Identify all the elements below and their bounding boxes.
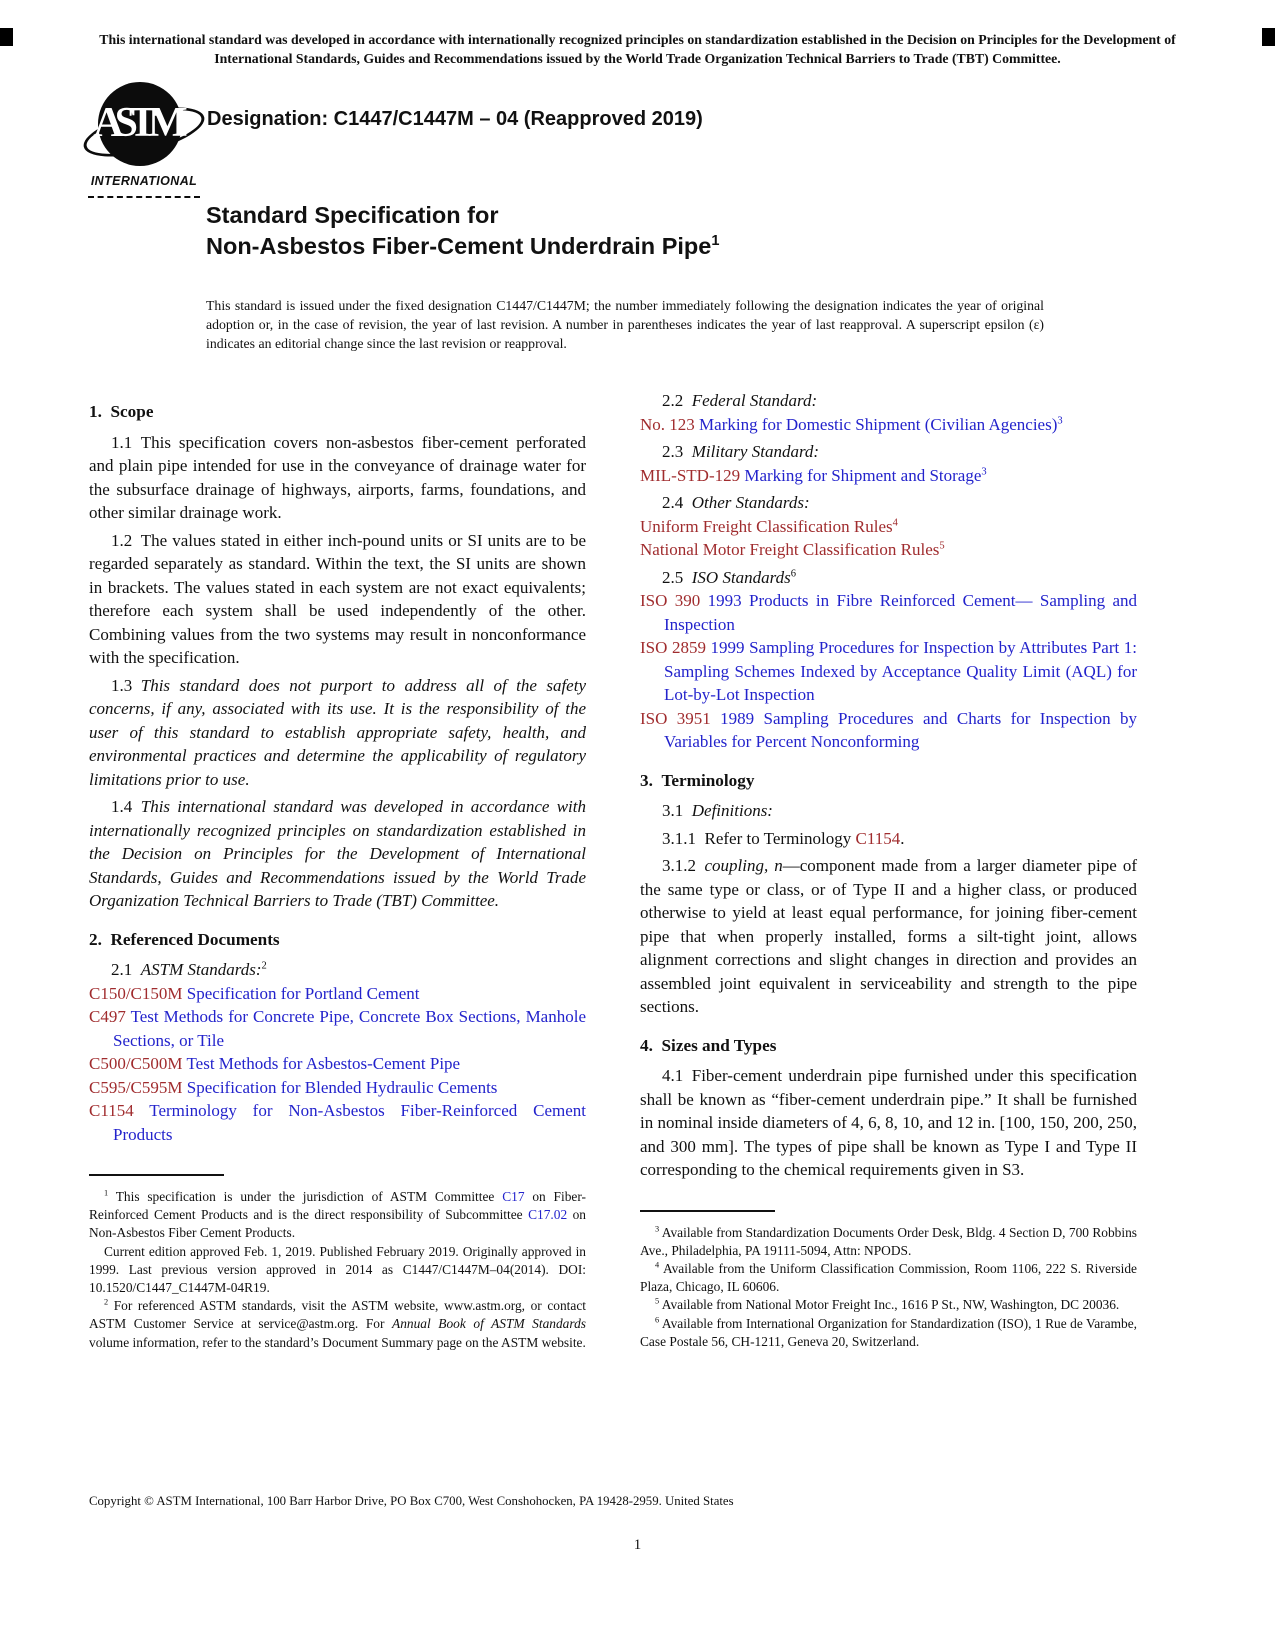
text-segment: 2. Referenced Documents [89,929,280,949]
left-column [89,385,586,1352]
reference-link[interactable]: Test Methods for Asbestos-Cement Pipe [182,1054,461,1073]
text-segment: 5 [655,1296,660,1306]
text-segment: coupling, n [704,856,783,875]
text-segment: 2 [261,960,267,972]
para-1-4 [89,795,586,913]
reference-link[interactable]: Terminology for Non-Asbestos Fiber-Reinforced Cement Products [113,1101,586,1144]
text-segment: Available from the Uniform Classification Commission, Room 1106, 222 S. Riverside Plaza, Chicago, IL 60606. [640,1260,1137,1295]
text-segment: Current edition approved Feb. 1, 2019. Published February 2019. Originally approved in 1999. Last previous version approved in 2014 as C1447/C1447M–04(2014). DOI: 10.1520/C1447_C1447M-04R19. [89,1243,586,1296]
section-4-sizes-types-heading [640,1034,1137,1058]
logo-letters: ASTM [93,100,179,147]
logo-globe-icon [93,82,182,166]
reference-link[interactable]: C1154 [855,828,901,848]
text-segment: For referenced ASTM standards, visit the ASTM website, www.astm.org, or contact ASTM Customer Service at service@astm.org. For [89,1298,586,1332]
para-2-4 [640,491,1137,515]
text-segment: 4. Sizes and Types [640,1035,777,1055]
reference-link[interactable]: 4 [892,516,898,528]
text-segment: . [900,828,905,848]
text-segment: Definitions: [691,801,773,820]
footnote-1 [89,1188,586,1243]
ref-c150 [89,982,586,1006]
ref-mil-std-129 [640,464,1137,488]
ref-c500 [89,1052,586,1076]
para-1-3 [89,674,586,792]
text-segment: 6 [790,567,797,579]
document-title [206,200,1066,262]
footnote-6 [640,1315,1137,1351]
text-segment: Available from International Organization for Standardization (ISO), 1 Rue de Varambe, Case Postale 56, CH-1211, Geneva 20, Switzerland. [640,1315,1137,1349]
text-segment: ASTM Standards: [140,960,262,979]
reference-link[interactable]: Marking for Shipment and Storage [740,465,982,485]
text-segment: 4 [655,1260,660,1270]
reference-link[interactable]: C150/C150M [89,983,183,1003]
title-line-1: Standard Specification for [206,202,499,228]
text-segment: 1.4 [111,797,141,816]
ref-c595 [89,1076,586,1100]
astm-logo [88,82,200,198]
reference-link[interactable]: C17.02 [528,1207,568,1223]
ref-c497 [89,1005,586,1052]
text-segment: 4.1 Fiber-cement underdrain pipe furnished under this specification shall be known as “fiber-cement underdrain pipe.” It shall be furnished in nominal inside diameters of 4, 6, 8, 10, and 12 in. [100, 150, 200, 250, and 300 mm]. The types of pipe shall be known as Type I and Type II corresponding to the chemical requirements given in S3. [640,1066,1137,1179]
text-segment: —component made from a larger diameter pipe of the same type or class, or of Type II and a higher class, or produced otherwise to yield at least equal performance, for joining fiber-cement pipe that when properly installed, forms a silt-tight joint, allows alignment corrections and slight changes in direction and provides an assembled joint equivalent in serviceability and strength to the pipe sections. [640,856,1138,1016]
text-segment: 2.4 [662,493,692,512]
reference-link[interactable]: No. 123 [640,414,695,434]
reference-link[interactable]: ISO 390 [640,591,701,610]
reference-link[interactable]: 1999 Sampling Procedures for Inspection by Attributes Part 1: Sampling Schemes Indexed by Acceptance Quality Limit (AQL) for Lot-by-Lot Inspection [664,638,1137,704]
reference-link[interactable]: 5 [939,540,945,552]
text-segment: This specification is under the jurisdiction of ASTM Committee [108,1189,503,1204]
reference-link[interactable]: Marking for Domestic Shipment (Civilian Agencies) [694,414,1058,434]
reference-link[interactable]: C17 [502,1189,525,1204]
corner-mark-left [0,28,13,46]
para-1-2 [89,529,586,670]
section-1-scope-heading [89,400,586,424]
text-segment: 6 [655,1315,660,1325]
text-segment: on Non-Asbestos Fiber Cement Products. [89,1207,587,1241]
text-segment: Available from Standardization Documents Order Desk, Bldg. 4 Section D, 700 Robbins Ave., Philadelphia, PA 19111-5094, Attn: NPODS. [640,1224,1137,1258]
copyright-footer: Copyright © ASTM International, 100 Barr Harbor Drive, PO Box C700, West Conshohocken, PA 19428-2959. United States [89,1494,734,1508]
reference-link[interactable]: C595/C595M [89,1077,183,1097]
text-segment: 1.1 This specification covers non-asbestos fiber-cement perforated and plain pipe intended for use in the conveyance of drainage water for the subsurface drainage of highways, airports, farms, foundations, and other similar drainage work. [89,432,586,522]
text-segment: 1. Scope [89,402,154,421]
right-column [640,385,1137,1351]
ref-uniform-freight [640,515,1137,539]
footnote-5 [640,1296,1137,1314]
text-segment: 3.1 [662,801,692,820]
text-segment: 3.1.1 Refer to Terminology [662,828,856,848]
text-segment: 1.2 The values stated in either inch-pound units or SI units are to be regarded separately as standard. Within the text, the SI units are shown in brackets. The values stated in each system are not exact equivalents; therefore each system shall be used independently of the other. Combining values from the two systems may result in nonconformance with the specification. [89,530,586,667]
wto-tbt-notice: This international standard was developed in accordance with internationally recognized principles on standardization established in the Decision on Principles for the Development of International Standards, Guides and Recommendations issued by the World Trade Organization Technical Barriers to Trade (TBT) Committee. [99,32,1176,66]
footnote-rule-right [640,1210,775,1212]
footnote-4 [640,1260,1137,1296]
ref-iso-3951 [640,707,1137,754]
text-segment: Non-Asbestos Fiber-Cement Underdrain Pipe [206,233,712,259]
text-segment: 2 [104,1297,109,1307]
corner-mark-right [1262,28,1275,46]
reference-link[interactable]: C1154 [89,1101,134,1120]
ref-national-motor-freight [640,538,1137,562]
reference-link[interactable]: 3 [981,465,987,477]
text-segment: 2.5 [662,567,692,587]
page-number: 1 [633,1537,642,1553]
ref-iso-390 [640,589,1137,636]
text-segment: volume information, refer to the standard’s Document Summary page on the ASTM website. [89,1334,586,1350]
para-2-5 [640,566,1137,590]
section-3-terminology-heading [640,769,1137,793]
footnote-3 [640,1224,1137,1260]
reference-link[interactable]: 1993 Products in Fibre Reinforced Cement— Sampling and Inspection [664,591,1137,634]
footnote-2 [89,1297,586,1352]
ref-c1154 [89,1099,586,1146]
text-segment: 1 [104,1188,109,1198]
para-3-1-2 [640,854,1137,1019]
text-segment: 2.2 [662,391,692,410]
para-2-2 [640,389,1137,413]
text-segment: ISO Standards [691,567,791,587]
reference-link[interactable]: Uniform Freight Classification Rules [640,516,893,536]
reference-link[interactable]: C500/C500M [89,1054,183,1073]
text-segment: Other Standards: [691,493,810,512]
para-4-1 [640,1064,1137,1182]
para-3-1 [640,799,1137,823]
text-segment: 3. Terminology [640,770,755,790]
logo-international-label: INTERNATIONAL [88,170,200,198]
text-segment: Military Standard: [691,442,820,461]
text-segment: 3 [655,1224,660,1234]
text-segment: 3.1.2 [662,856,705,875]
text-segment: 2.3 [662,442,692,461]
ref-iso-2859 [640,636,1137,707]
text-segment: This international standard was developed in accordance with internationally recognized principles on standardization established in the Decision on Principles for the Development of International Standards, Guides and Recommendations issued by the World Trade Organization Technical Barriers to Trade (TBT) Committee. [89,797,586,910]
reference-link[interactable]: 3 [1057,414,1063,426]
para-3-1-1 [640,827,1137,851]
reference-link[interactable]: MIL-STD-129 [640,465,741,485]
text-segment: This standard does not purport to address all of the safety concerns, if any, associated with its use. It is the responsibility of the user of this standard to establish appropriate safety, health, and environmental practices and determine the applicability of regulatory limitations prior to use. [89,675,586,789]
reference-link[interactable]: Specification for Blended Hydraulic Cements [182,1077,498,1097]
text-segment: 1.3 [111,675,141,695]
footnote-edition [89,1243,586,1298]
ref-no-123 [640,413,1137,437]
title-line-2 [206,231,1066,262]
para-1-1 [89,431,586,525]
text-segment: Federal Standard: [691,391,818,410]
reference-link[interactable]: Specification for Portland Cement [182,983,420,1003]
section-2-referenced-documents-heading [89,928,586,952]
text-segment: 2.1 [111,960,141,979]
reference-link[interactable]: C497 [89,1007,126,1026]
para-2-1 [89,958,586,982]
para-2-3 [640,440,1137,464]
text-segment: Available from National Motor Freight Inc., 1616 P St., NW, Washington, DC 20036. [659,1297,1120,1313]
issued-statement: This standard is issued under the fixed designation C1447/C1447M; the number immediately following the designation indicates the year of original adoption or, in the case of revision, the year of last revision. A number in parentheses indicates the year of last reapproval. A superscript epsilon (ε) indicates an editorial change since the last revision or reapproval. [206,298,1044,351]
designation-label: Designation: C1447/C1447M – 04 (Reapproved 2019) [207,108,703,130]
reference-link[interactable]: ISO 2859 [640,638,706,657]
text-segment: 1 [711,233,720,250]
text-segment: Annual Book of ASTM Standards [392,1316,586,1332]
reference-link[interactable]: 1989 Sampling Procedures and Charts for Inspection by Variables for Percent Nonconforming [664,708,1137,751]
reference-link[interactable]: Test Methods for Concrete Pipe, Concrete Box Sections, Manhole Sections, or Tile [113,1007,586,1050]
reference-link[interactable]: ISO 3951 [640,708,711,728]
footnote-rule-left [89,1174,224,1176]
reference-link[interactable]: National Motor Freight Classification Rules [640,540,940,559]
text-segment: on Fiber-Reinforced Cement Products and is the direct responsibility of Subcommittee [89,1189,586,1223]
